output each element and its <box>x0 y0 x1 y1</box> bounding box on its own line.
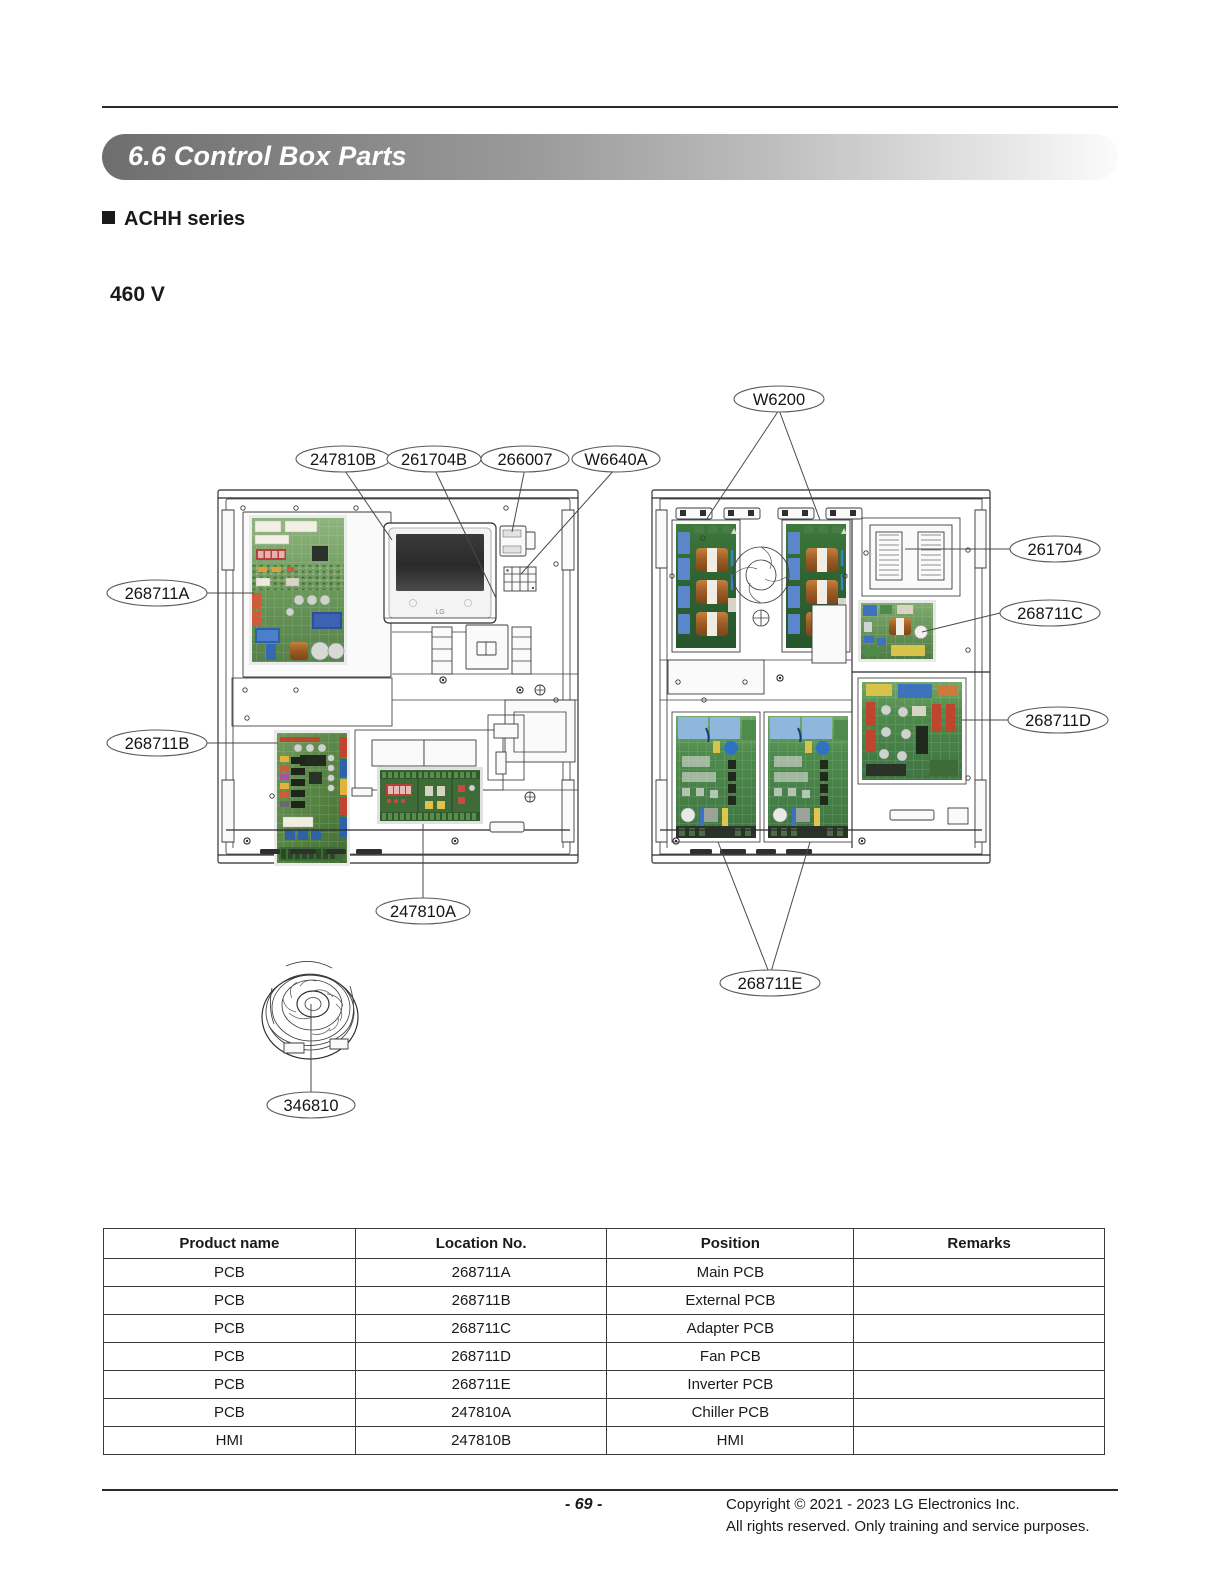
callout-261704b <box>387 446 481 472</box>
page-number: - 69 - <box>565 1496 603 1513</box>
table-row <box>104 1371 1105 1399</box>
callout-266007 <box>481 446 569 472</box>
inverter-pcb-right-268711e <box>764 712 852 842</box>
callout-w6640a <box>572 446 660 472</box>
callout-label: 268711A <box>124 585 190 603</box>
column-header-product-name: Product name <box>104 1229 356 1259</box>
cell-position: HMI <box>607 1427 854 1455</box>
cell-remarks <box>854 1259 1105 1287</box>
cell-remarks <box>854 1399 1105 1427</box>
cell-position: Adapter PCB <box>607 1315 854 1343</box>
copyright-block <box>726 1494 1090 1538</box>
parts-table <box>103 1228 1105 1455</box>
svg-text:LG: LG <box>435 609 445 616</box>
cell-product-name: PCB <box>104 1287 356 1315</box>
copyright-line-1: Copyright © 2021 - 2023 LG Electronics Inc. <box>726 1496 1020 1513</box>
callout-247810a <box>376 898 470 924</box>
cell-position: Inverter PCB <box>607 1371 854 1399</box>
callout-label: 268711E <box>737 975 803 993</box>
cell-position: Fan PCB <box>607 1343 854 1371</box>
right-control-box-view <box>652 490 990 863</box>
inverter-pcb-left-268711e <box>672 712 760 842</box>
callout-346810 <box>267 1092 355 1118</box>
main-pcb-268711a <box>249 515 347 665</box>
left-control-box-view <box>218 490 578 866</box>
voltage-heading: 460 V <box>110 283 165 306</box>
terminal-block-w6640a <box>504 567 536 591</box>
external-pcb-268711b <box>274 730 350 866</box>
table-row <box>104 1399 1105 1427</box>
cell-remarks <box>854 1427 1105 1455</box>
callout-label: 268711D <box>1025 712 1091 730</box>
hmi-display-247810b <box>384 523 496 623</box>
callout-label: 266007 <box>497 451 553 469</box>
cell-location-no: 268711A <box>355 1259 607 1287</box>
callout-label: 247810A <box>389 903 457 921</box>
cell-location-no: 268711C <box>355 1315 607 1343</box>
cell-product-name: PCB <box>104 1315 356 1343</box>
cell-product-name: PCB <box>104 1399 356 1427</box>
cell-position: Main PCB <box>607 1259 854 1287</box>
cell-location-no: 268711B <box>355 1287 607 1315</box>
table-row <box>104 1287 1105 1315</box>
cell-position: Chiller PCB <box>607 1399 854 1427</box>
column-header-remarks: Remarks <box>854 1229 1105 1259</box>
callout-w6200 <box>734 386 824 412</box>
copyright-line-2: All rights reserved. Only training and service purposes. <box>726 1518 1090 1535</box>
table-row <box>104 1259 1105 1287</box>
callout-label: 247810B <box>309 451 377 469</box>
cell-position: External PCB <box>607 1287 854 1315</box>
connector-block-261704 <box>862 518 960 596</box>
fan-pcb-268711d <box>858 678 966 784</box>
cell-remarks <box>854 1343 1105 1371</box>
callout-247810b <box>296 446 390 472</box>
callout-268711d <box>1008 707 1108 733</box>
control-box-parts-diagram <box>0 360 1219 1160</box>
filter-pcb-left-w6200 <box>672 520 740 652</box>
chiller-pcb-247810a <box>377 767 483 824</box>
callout-label: W6200 <box>752 391 806 409</box>
cell-location-no: 268711E <box>355 1371 607 1399</box>
series-heading-label: ACHH series <box>124 208 246 230</box>
callout-268711c <box>1000 600 1100 626</box>
callout-268711a <box>107 580 207 606</box>
cell-product-name: PCB <box>104 1343 356 1371</box>
table-row <box>104 1315 1105 1343</box>
column-header-location-no: Location No. <box>355 1229 607 1259</box>
cell-product-name: PCB <box>104 1371 356 1399</box>
table-header-row <box>104 1229 1105 1259</box>
table-row <box>104 1427 1105 1455</box>
callout-label: 268711C <box>1017 605 1083 623</box>
breaker-266007 <box>466 625 508 669</box>
callout-label: 268711B <box>124 735 190 753</box>
callout-label: 346810 <box>283 1097 339 1115</box>
footer-divider <box>102 1489 1118 1491</box>
header-divider <box>102 106 1118 108</box>
cell-location-no: 247810A <box>355 1399 607 1427</box>
callout-label: W6640A <box>584 451 648 469</box>
cell-remarks <box>854 1287 1105 1315</box>
section-banner <box>102 134 1118 180</box>
callout-label: 261704 <box>1027 541 1083 559</box>
cell-location-no: 268711D <box>355 1343 607 1371</box>
blower-assembly-346810 <box>262 961 358 1059</box>
column-header-position: Position <box>607 1229 854 1259</box>
callout-label: 261704B <box>400 451 468 469</box>
cell-product-name: HMI <box>104 1427 356 1455</box>
callout-261704 <box>1010 536 1100 562</box>
cell-location-no: 247810B <box>355 1427 607 1455</box>
callout-268711b <box>107 730 207 756</box>
callout-268711e <box>720 970 820 996</box>
cell-product-name: PCB <box>104 1259 356 1287</box>
cell-remarks <box>854 1371 1105 1399</box>
table-row <box>104 1343 1105 1371</box>
series-heading <box>102 208 245 231</box>
page-title: 6.6 Control Box Parts <box>128 140 407 171</box>
cell-remarks <box>854 1315 1105 1343</box>
square-bullet-icon <box>102 211 115 224</box>
